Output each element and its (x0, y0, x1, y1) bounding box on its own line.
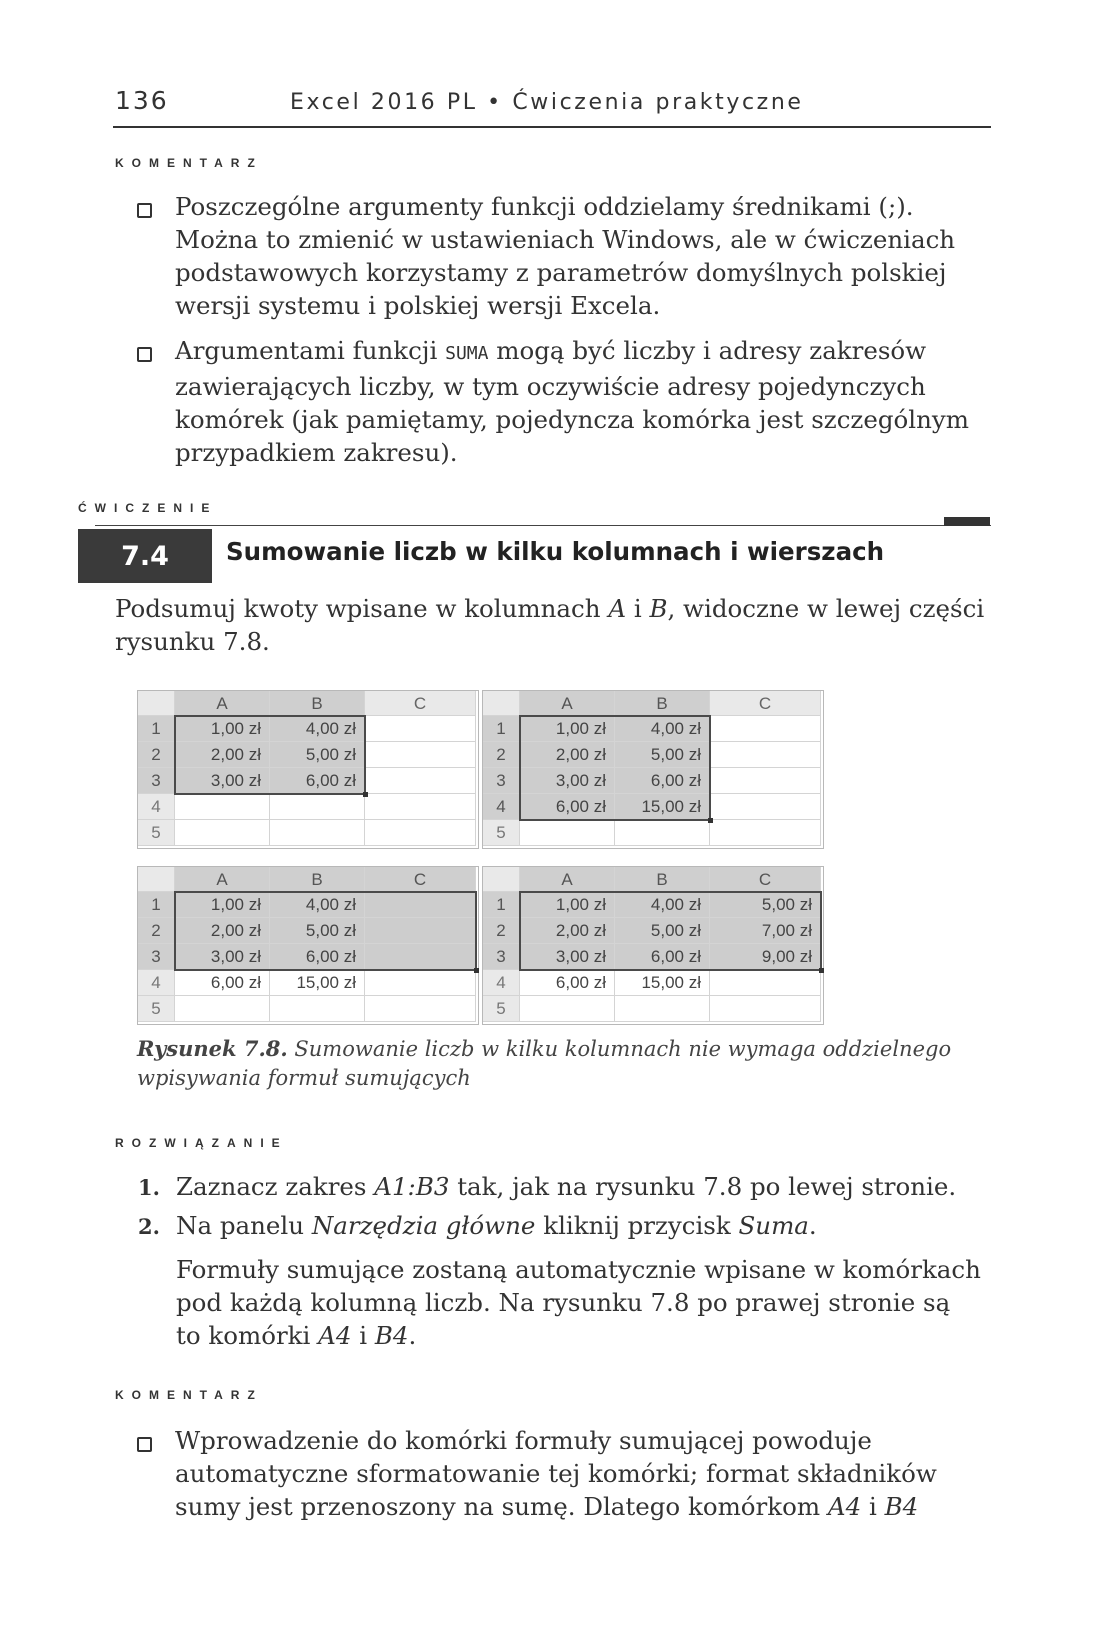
column-header: C (365, 691, 476, 716)
sheet-cell: 3,00 zł (520, 944, 615, 970)
sheet-cell: 15,00 zł (615, 970, 710, 996)
row-header: 1 (483, 892, 520, 918)
sheet-cell (710, 742, 821, 768)
sheet-top-left (137, 690, 479, 849)
header-rule (113, 126, 991, 128)
sheet-cell (710, 716, 821, 742)
step-number: 1. (138, 1175, 160, 1200)
sheet-cell (710, 970, 821, 996)
sheet-cell: 6,00 zł (615, 944, 710, 970)
selection-range (174, 891, 477, 971)
row-header: 3 (483, 944, 520, 970)
sheet-cell: 15,00 zł (270, 970, 365, 996)
row-header: 5 (138, 820, 175, 846)
running-header-title: Excel 2016 PL • Ćwiczenia praktyczne (290, 90, 804, 115)
corner-cell (138, 867, 175, 892)
sheet-cell (175, 820, 270, 846)
solution-note: Formuły sumujące zostaną automatycznie wpisane w komórkach pod każdą kolumną liczb. Na rysunku 7.8 po prawej stronie są to komórki A4 i B4. (176, 1255, 981, 1350)
sheet-cell: 15,00 zł (615, 794, 710, 820)
step-text: Na panelu Narzędzia główne kliknij przycisk Suma. (176, 1211, 817, 1240)
column-header: C (710, 867, 821, 892)
corner-cell (483, 691, 520, 716)
checkbox-bullet-icon (137, 347, 152, 362)
sheet-cell: 6,00 zł (520, 970, 615, 996)
exercise-intro: Podsumuj kwoty wpisane w kolumnach A i B, widoczne w lewej części rysunku 7.8. (115, 594, 985, 656)
exercise-title: Sumowanie liczb w kilku kolumnach i wierszach (226, 537, 885, 566)
comment-bullet-text: Wprowadzenie do komórki formuły sumującej powoduje automatyczne sformatowanie tej komórki; format składników sumy jest przenoszony na sumę. Dlatego komórkom A4 i B4 (175, 1426, 937, 1521)
sheet-cell (270, 820, 365, 846)
row-header: 1 (138, 892, 175, 918)
column-header: A (175, 867, 270, 892)
column-header: A (520, 867, 615, 892)
sheet-top-right (482, 690, 824, 849)
sheet-cell: 2,00 zł (520, 742, 615, 768)
sheet-cell (615, 996, 710, 1022)
solution-label: ROZWIĄZANIE (115, 1136, 288, 1150)
selection-range (519, 891, 822, 971)
selection-range (174, 715, 366, 795)
step-number: 2. (138, 1214, 160, 1239)
row-header: 2 (483, 742, 520, 768)
sheet-cell: 7,00 zł (710, 918, 821, 944)
checkbox-bullet-icon (137, 1437, 152, 1452)
column-header: B (270, 867, 365, 892)
sheet-cell: 5,00 zł (270, 742, 365, 768)
sheet-cell (365, 794, 476, 820)
column-header: C (365, 867, 476, 892)
sheet-cell: 3,00 zł (520, 768, 615, 794)
page-number: 136 (115, 86, 169, 115)
sheet-bottom-right (482, 866, 824, 1025)
sheet-cell: 1,00 zł (175, 716, 270, 742)
sheet-cell: 6,00 zł (270, 768, 365, 794)
column-header: B (270, 691, 365, 716)
sheet-cell: 4,00 zł (270, 892, 365, 918)
row-header: 4 (138, 970, 175, 996)
sheet-cell: 6,00 zł (270, 944, 365, 970)
sheet-cell (365, 716, 476, 742)
row-header: 1 (138, 716, 175, 742)
row-header: 1 (483, 716, 520, 742)
corner-cell (138, 691, 175, 716)
sheet-cell: 1,00 zł (520, 716, 615, 742)
selection-range (519, 715, 711, 821)
column-header: B (615, 691, 710, 716)
sheet-cell: 1,00 zł (520, 892, 615, 918)
column-header: A (175, 691, 270, 716)
sheet-cell (270, 794, 365, 820)
sheet-cell (520, 820, 615, 846)
sheet-cell: 2,00 zł (175, 918, 270, 944)
sheet-cell: 5,00 zł (615, 918, 710, 944)
sheet-cell: 5,00 zł (710, 892, 821, 918)
fill-handle-icon (474, 968, 479, 973)
row-header: 3 (138, 944, 175, 970)
exercise-rule-marker (944, 517, 990, 526)
row-header: 2 (483, 918, 520, 944)
sheet-cell (270, 996, 365, 1022)
sheet-cell (365, 742, 476, 768)
sheet-cell: 1,00 zł (175, 892, 270, 918)
row-header: 5 (483, 996, 520, 1022)
corner-cell (483, 867, 520, 892)
row-header: 5 (483, 820, 520, 846)
sheet-cell: 2,00 zł (175, 742, 270, 768)
sheet-cell: 4,00 zł (615, 892, 710, 918)
sheet-cell: 3,00 zł (175, 768, 270, 794)
exercise-label: ĆWICZENIE (78, 501, 218, 515)
sheet-cell (365, 996, 476, 1022)
fill-handle-icon (819, 968, 824, 973)
column-header: A (520, 691, 615, 716)
row-header: 4 (483, 970, 520, 996)
sheet-cell (365, 820, 476, 846)
sheet-cell (175, 794, 270, 820)
sheet-cell (710, 768, 821, 794)
row-header: 2 (138, 918, 175, 944)
checkbox-bullet-icon (137, 203, 152, 218)
row-header: 4 (138, 794, 175, 820)
step-text: Zaznacz zakres A1:B3 tak, jak na rysunku 7.8 po lewej stronie. (176, 1172, 957, 1201)
sheet-cell: 6,00 zł (520, 794, 615, 820)
sheet-cell: 2,00 zł (520, 918, 615, 944)
fill-handle-icon (363, 792, 368, 797)
sheet-cell (710, 996, 821, 1022)
sheet-cell: 4,00 zł (615, 716, 710, 742)
exercise-rule (95, 525, 991, 526)
sheet-cell: 9,00 zł (710, 944, 821, 970)
exercise-number: 7.4 (78, 529, 212, 583)
sheet-bottom-left (137, 866, 479, 1025)
column-header: C (710, 691, 821, 716)
code-suma: SUMA (445, 343, 489, 364)
row-header: 4 (483, 794, 520, 820)
sheet-cell: 5,00 zł (615, 742, 710, 768)
sheet-cell: 3,00 zł (175, 944, 270, 970)
sheet-cell (710, 794, 821, 820)
sheet-cell (365, 768, 476, 794)
comment-label: KOMENTARZ (115, 1388, 263, 1402)
sheet-cell (175, 996, 270, 1022)
sheet-cell: 6,00 zł (615, 768, 710, 794)
figure-caption: Rysunek 7.8. Sumowanie liczb w kilku kolumnach nie wymaga oddzielnego wpisywania formuł sumujących (137, 1036, 952, 1090)
sheet-cell (365, 970, 476, 996)
sheet-cell: 5,00 zł (270, 918, 365, 944)
row-header: 5 (138, 996, 175, 1022)
row-header: 3 (483, 768, 520, 794)
row-header: 2 (138, 742, 175, 768)
row-header: 3 (138, 768, 175, 794)
comment-label: KOMENTARZ (115, 156, 263, 170)
sheet-cell (710, 820, 821, 846)
sheet-cell (615, 820, 710, 846)
fill-handle-icon (708, 818, 713, 823)
comment-bullet-text: Poszczególne argumenty funkcji oddzielamy średnikami (;). Można to zmienić w ustawieniach Windows, ale w ćwiczeniach podstawowych korzystamy z parametrów domyślnych polskiej wersji systemu i polskiej wersji Excela. (175, 192, 956, 320)
sheet-cell (520, 996, 615, 1022)
sheet-cell: 4,00 zł (270, 716, 365, 742)
comment-bullet-text: Argumentami funkcji SUMA mogą być liczby i adresy zakresów zawierających liczby, w tym oczywiście adresy pojedynczych komórek (jak pamiętamy, pojedyncza komórka jest szczególnym przypadkiem zakresu). (175, 336, 969, 467)
sheet-cell: 6,00 zł (175, 970, 270, 996)
column-header: B (615, 867, 710, 892)
